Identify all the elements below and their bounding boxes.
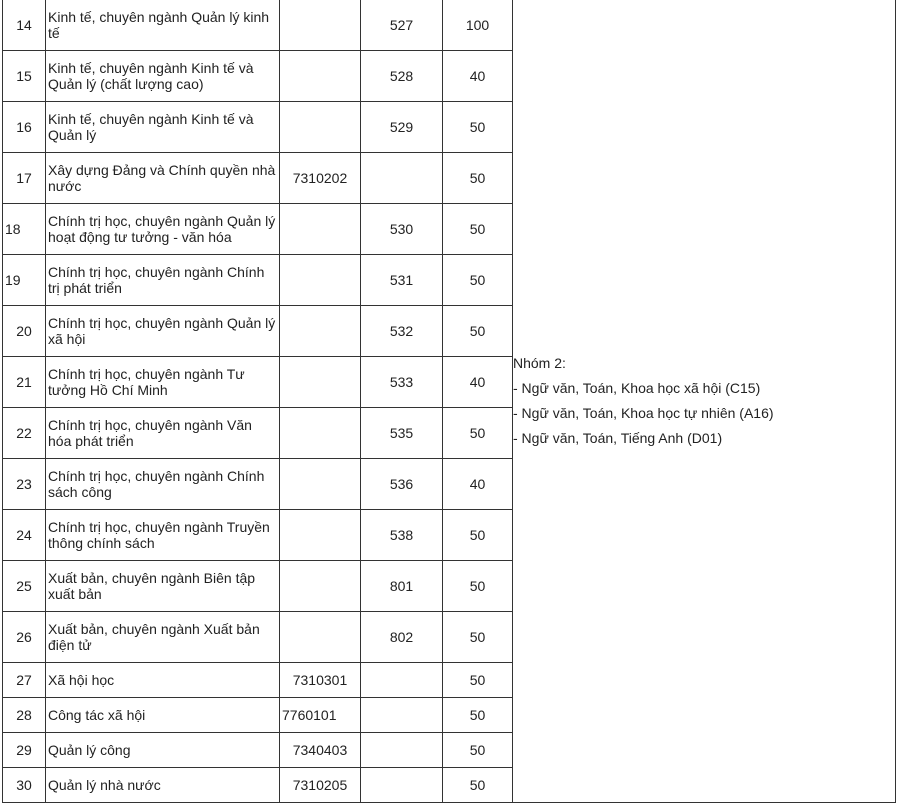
row-number: 25 (3, 561, 46, 612)
row-number: 20 (3, 306, 46, 357)
program-code (280, 306, 361, 357)
row-number: 28 (3, 698, 46, 733)
row-number: 24 (3, 510, 46, 561)
program-name: Công tác xã hội (46, 698, 280, 733)
quota: 50 (443, 255, 513, 306)
program-code (280, 51, 361, 102)
program-code (280, 255, 361, 306)
program-name: Chính trị học, chuyên ngành Tư tưởng Hồ Chí Minh (46, 357, 280, 408)
program-code (280, 204, 361, 255)
program-name: Kinh tế, chuyên ngành Kinh tế và Quản lý (46, 102, 280, 153)
quota: 50 (443, 561, 513, 612)
row-number: 30 (3, 768, 46, 803)
specialization-code (361, 698, 443, 733)
program-code: 7760101 (280, 698, 361, 733)
row-number: 26 (3, 612, 46, 663)
subject-group-cell (513, 0, 896, 803)
table-row (3, 0, 896, 51)
program-name: Chính trị học, chuyên ngành Truyền thông chính sách (46, 510, 280, 561)
quota: 40 (443, 459, 513, 510)
program-name: Xây dựng Đảng và Chính quyền nhà nước (46, 153, 280, 204)
row-number: 19 (3, 255, 46, 306)
quota: 50 (443, 733, 513, 768)
program-code (280, 0, 361, 51)
program-name: Kinh tế, chuyên ngành Quản lý kinh tế (46, 0, 280, 51)
program-code (280, 459, 361, 510)
specialization-code: 532 (361, 306, 443, 357)
row-number: 15 (3, 51, 46, 102)
specialization-code: 528 (361, 51, 443, 102)
specialization-code (361, 768, 443, 803)
row-number: 18 (3, 204, 46, 255)
program-name: Chính trị học, chuyên ngành Quản lý hoạt động tư tưởng - văn hóa (46, 204, 280, 255)
specialization-code (361, 663, 443, 698)
quota: 50 (443, 698, 513, 733)
specialization-code: 531 (361, 255, 443, 306)
specialization-code: 530 (361, 204, 443, 255)
program-name: Quản lý công (46, 733, 280, 768)
specialization-code: 538 (361, 510, 443, 561)
row-number: 21 (3, 357, 46, 408)
specialization-code: 533 (361, 357, 443, 408)
program-code (280, 102, 361, 153)
quota: 50 (443, 510, 513, 561)
program-name: Chính trị học, chuyên ngành Chính sách công (46, 459, 280, 510)
specialization-code: 802 (361, 612, 443, 663)
subject-group (513, 351, 895, 451)
program-code: 7340403 (280, 733, 361, 768)
quota: 100 (443, 0, 513, 51)
subject-combination: - Ngữ văn, Toán, Tiếng Anh (D01) (513, 430, 723, 446)
program-name: Quản lý nhà nước (46, 768, 280, 803)
quota: 50 (443, 768, 513, 803)
program-code: 7310205 (280, 768, 361, 803)
row-number: 14 (3, 0, 46, 51)
specialization-code (361, 153, 443, 204)
subject-combination: - Ngữ văn, Toán, Khoa học tự nhiên (A16) (513, 405, 774, 421)
specialization-code: 529 (361, 102, 443, 153)
program-code (280, 408, 361, 459)
row-number: 27 (3, 663, 46, 698)
quota: 50 (443, 204, 513, 255)
program-name: Xã hội học (46, 663, 280, 698)
program-name: Chính trị học, chuyên ngành Quản lý xã hội (46, 306, 280, 357)
program-code (280, 561, 361, 612)
group-title: Nhóm 2: (513, 355, 566, 371)
program-code (280, 510, 361, 561)
program-code: 7310301 (280, 663, 361, 698)
row-number: 29 (3, 733, 46, 768)
program-name: Xuất bản, chuyên ngành Xuất bản điện tử (46, 612, 280, 663)
program-code: 7310202 (280, 153, 361, 204)
subject-combination: - Ngữ văn, Toán, Khoa học xã hội (C15) (513, 380, 761, 396)
program-name: Chính trị học, chuyên ngành Văn hóa phát triển (46, 408, 280, 459)
specialization-code (361, 733, 443, 768)
specialization-code: 801 (361, 561, 443, 612)
quota: 40 (443, 51, 513, 102)
specialization-code: 527 (361, 0, 443, 51)
program-code (280, 357, 361, 408)
program-name: Kinh tế, chuyên ngành Kinh tế và Quản lý (chất lượng cao) (46, 51, 280, 102)
quota: 50 (443, 102, 513, 153)
quota: 50 (443, 306, 513, 357)
specialization-code: 535 (361, 408, 443, 459)
program-name: Chính trị học, chuyên ngành Chính trị phát triển (46, 255, 280, 306)
quota: 50 (443, 153, 513, 204)
quota: 50 (443, 408, 513, 459)
quota: 50 (443, 663, 513, 698)
quota: 50 (443, 612, 513, 663)
row-number: 17 (3, 153, 46, 204)
row-number: 22 (3, 408, 46, 459)
admissions-table (2, 0, 896, 803)
specialization-code: 536 (361, 459, 443, 510)
row-number: 23 (3, 459, 46, 510)
program-code (280, 612, 361, 663)
program-name: Xuất bản, chuyên ngành Biên tập xuất bản (46, 561, 280, 612)
table-body (3, 0, 896, 803)
quota: 40 (443, 357, 513, 408)
row-number: 16 (3, 102, 46, 153)
